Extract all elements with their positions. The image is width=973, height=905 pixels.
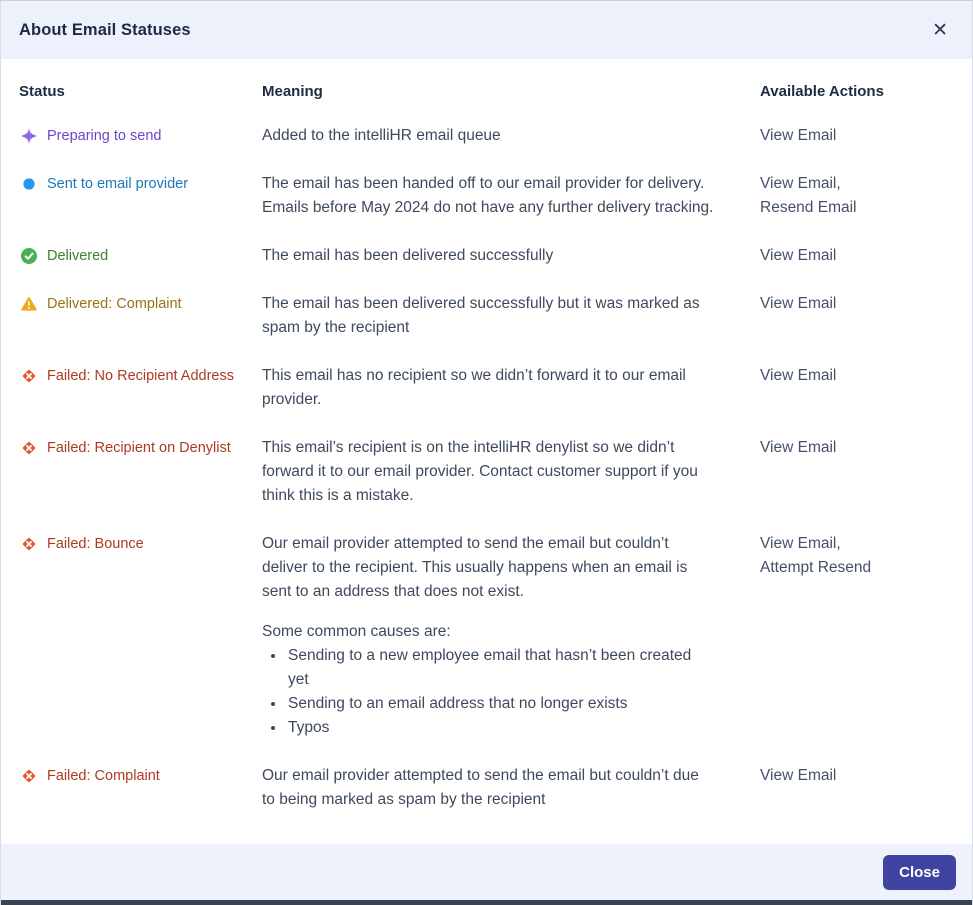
meaning-cell xyxy=(262,124,746,148)
status-rows xyxy=(19,124,954,812)
status-cell xyxy=(19,172,262,196)
action-label: View Email xyxy=(760,127,837,144)
action-label: View Email xyxy=(760,295,837,312)
action-label: View Email xyxy=(760,367,837,384)
failed-diamond-icon xyxy=(21,440,37,456)
table-header-row xyxy=(19,83,954,100)
action-label: View Email, xyxy=(760,535,841,552)
action-label: View Email xyxy=(760,767,837,784)
meaning-paragraph: Some common causes are: xyxy=(262,623,451,640)
status-label: Failed: No Recipient Address xyxy=(47,368,234,384)
action-label: Attempt Resend xyxy=(760,559,872,576)
dot-icon xyxy=(21,176,37,192)
sparkle-icon xyxy=(21,128,37,144)
status-cell xyxy=(19,764,262,788)
meaning-paragraph: The email has been delivered successfully xyxy=(262,247,554,264)
meaning-paragraph: This email’s recipient is on the intelliHR denylist so we didn’t forward it to our email provider. Contact customer support if you think this is a mistake. xyxy=(262,439,698,504)
check-circle-icon xyxy=(21,248,37,264)
modal-header xyxy=(1,1,972,59)
actions-cell xyxy=(746,244,954,268)
meaning-paragraph: Added to the intelliHR email queue xyxy=(262,127,501,144)
actions-cell xyxy=(746,172,954,220)
meaning-paragraph: The email has been delivered successfully but it was marked as spam by the recipient xyxy=(262,295,700,336)
table-row xyxy=(19,364,954,412)
table-row xyxy=(19,292,954,340)
status-cell xyxy=(19,532,262,556)
meaning-paragraph: Our email provider attempted to send the email but couldn’t deliver to the recipient. This usually happens when an email is sent to an address that does not exist. xyxy=(262,535,688,600)
meaning-cell xyxy=(262,532,746,740)
table-row xyxy=(19,244,954,268)
status-cell xyxy=(19,436,262,460)
warning-triangle-icon xyxy=(21,296,37,312)
column-header-meaning: Meaning xyxy=(262,83,323,100)
meaning-cell xyxy=(262,764,746,812)
column-header-status: Status xyxy=(19,83,65,100)
status-label: Delivered xyxy=(47,248,109,264)
action-label: View Email, xyxy=(760,175,841,192)
status-label: Preparing to send xyxy=(47,128,162,144)
status-cell xyxy=(19,244,262,268)
status-label: Failed: Recipient on Denylist xyxy=(47,440,231,456)
status-cell xyxy=(19,364,262,388)
action-label: Resend Email xyxy=(760,199,857,216)
modal-footer xyxy=(1,844,972,900)
actions-cell xyxy=(746,764,954,788)
actions-cell xyxy=(746,292,954,316)
page-bottom-edge xyxy=(1,900,972,905)
modal-body xyxy=(1,59,972,844)
column-header-actions: Available Actions xyxy=(760,83,884,100)
meaning-paragraph: This email has no recipient so we didn’t forward it to our email provider. xyxy=(262,367,686,408)
actions-cell xyxy=(746,364,954,388)
table-row xyxy=(19,764,954,812)
failed-diamond-icon xyxy=(21,368,37,384)
modal-title: About Email Statuses xyxy=(19,20,191,39)
meaning-bullet-list xyxy=(262,644,716,740)
meaning-bullet: • Sending to an email address that no longer exists xyxy=(286,692,716,716)
actions-cell xyxy=(746,124,954,148)
failed-diamond-icon xyxy=(21,768,37,784)
actions-cell xyxy=(746,436,954,460)
meaning-cell xyxy=(262,244,746,268)
status-cell xyxy=(19,124,262,148)
meaning-bullet: • Typos xyxy=(286,716,716,740)
meaning-cell xyxy=(262,292,746,340)
close-button[interactable]: Close xyxy=(883,855,956,890)
table-row xyxy=(19,436,954,508)
meaning-cell xyxy=(262,436,746,508)
status-cell xyxy=(19,292,262,316)
table-row xyxy=(19,124,954,148)
status-label: Sent to email provider xyxy=(47,176,189,192)
meaning-bullet: • Sending to a new employee email that hasn’t been created yet xyxy=(286,644,716,692)
status-label: Failed: Bounce xyxy=(47,536,144,552)
action-label: View Email xyxy=(760,439,837,456)
status-label: Delivered: Complaint xyxy=(47,296,182,312)
action-label: View Email xyxy=(760,247,837,264)
status-label: Failed: Complaint xyxy=(47,768,160,784)
table-row xyxy=(19,532,954,740)
failed-diamond-icon xyxy=(21,536,37,552)
actions-cell xyxy=(746,532,954,580)
meaning-cell xyxy=(262,172,746,220)
meaning-cell xyxy=(262,364,746,412)
close-icon[interactable]: ✕ xyxy=(928,17,952,44)
meaning-paragraph: The email has been handed off to our email provider for delivery. Emails before May 2024 do not have any further delivery tracking. xyxy=(262,175,714,216)
meaning-paragraph: Our email provider attempted to send the email but couldn’t due to being marked as spam by the recipient xyxy=(262,767,699,808)
table-row xyxy=(19,172,954,220)
